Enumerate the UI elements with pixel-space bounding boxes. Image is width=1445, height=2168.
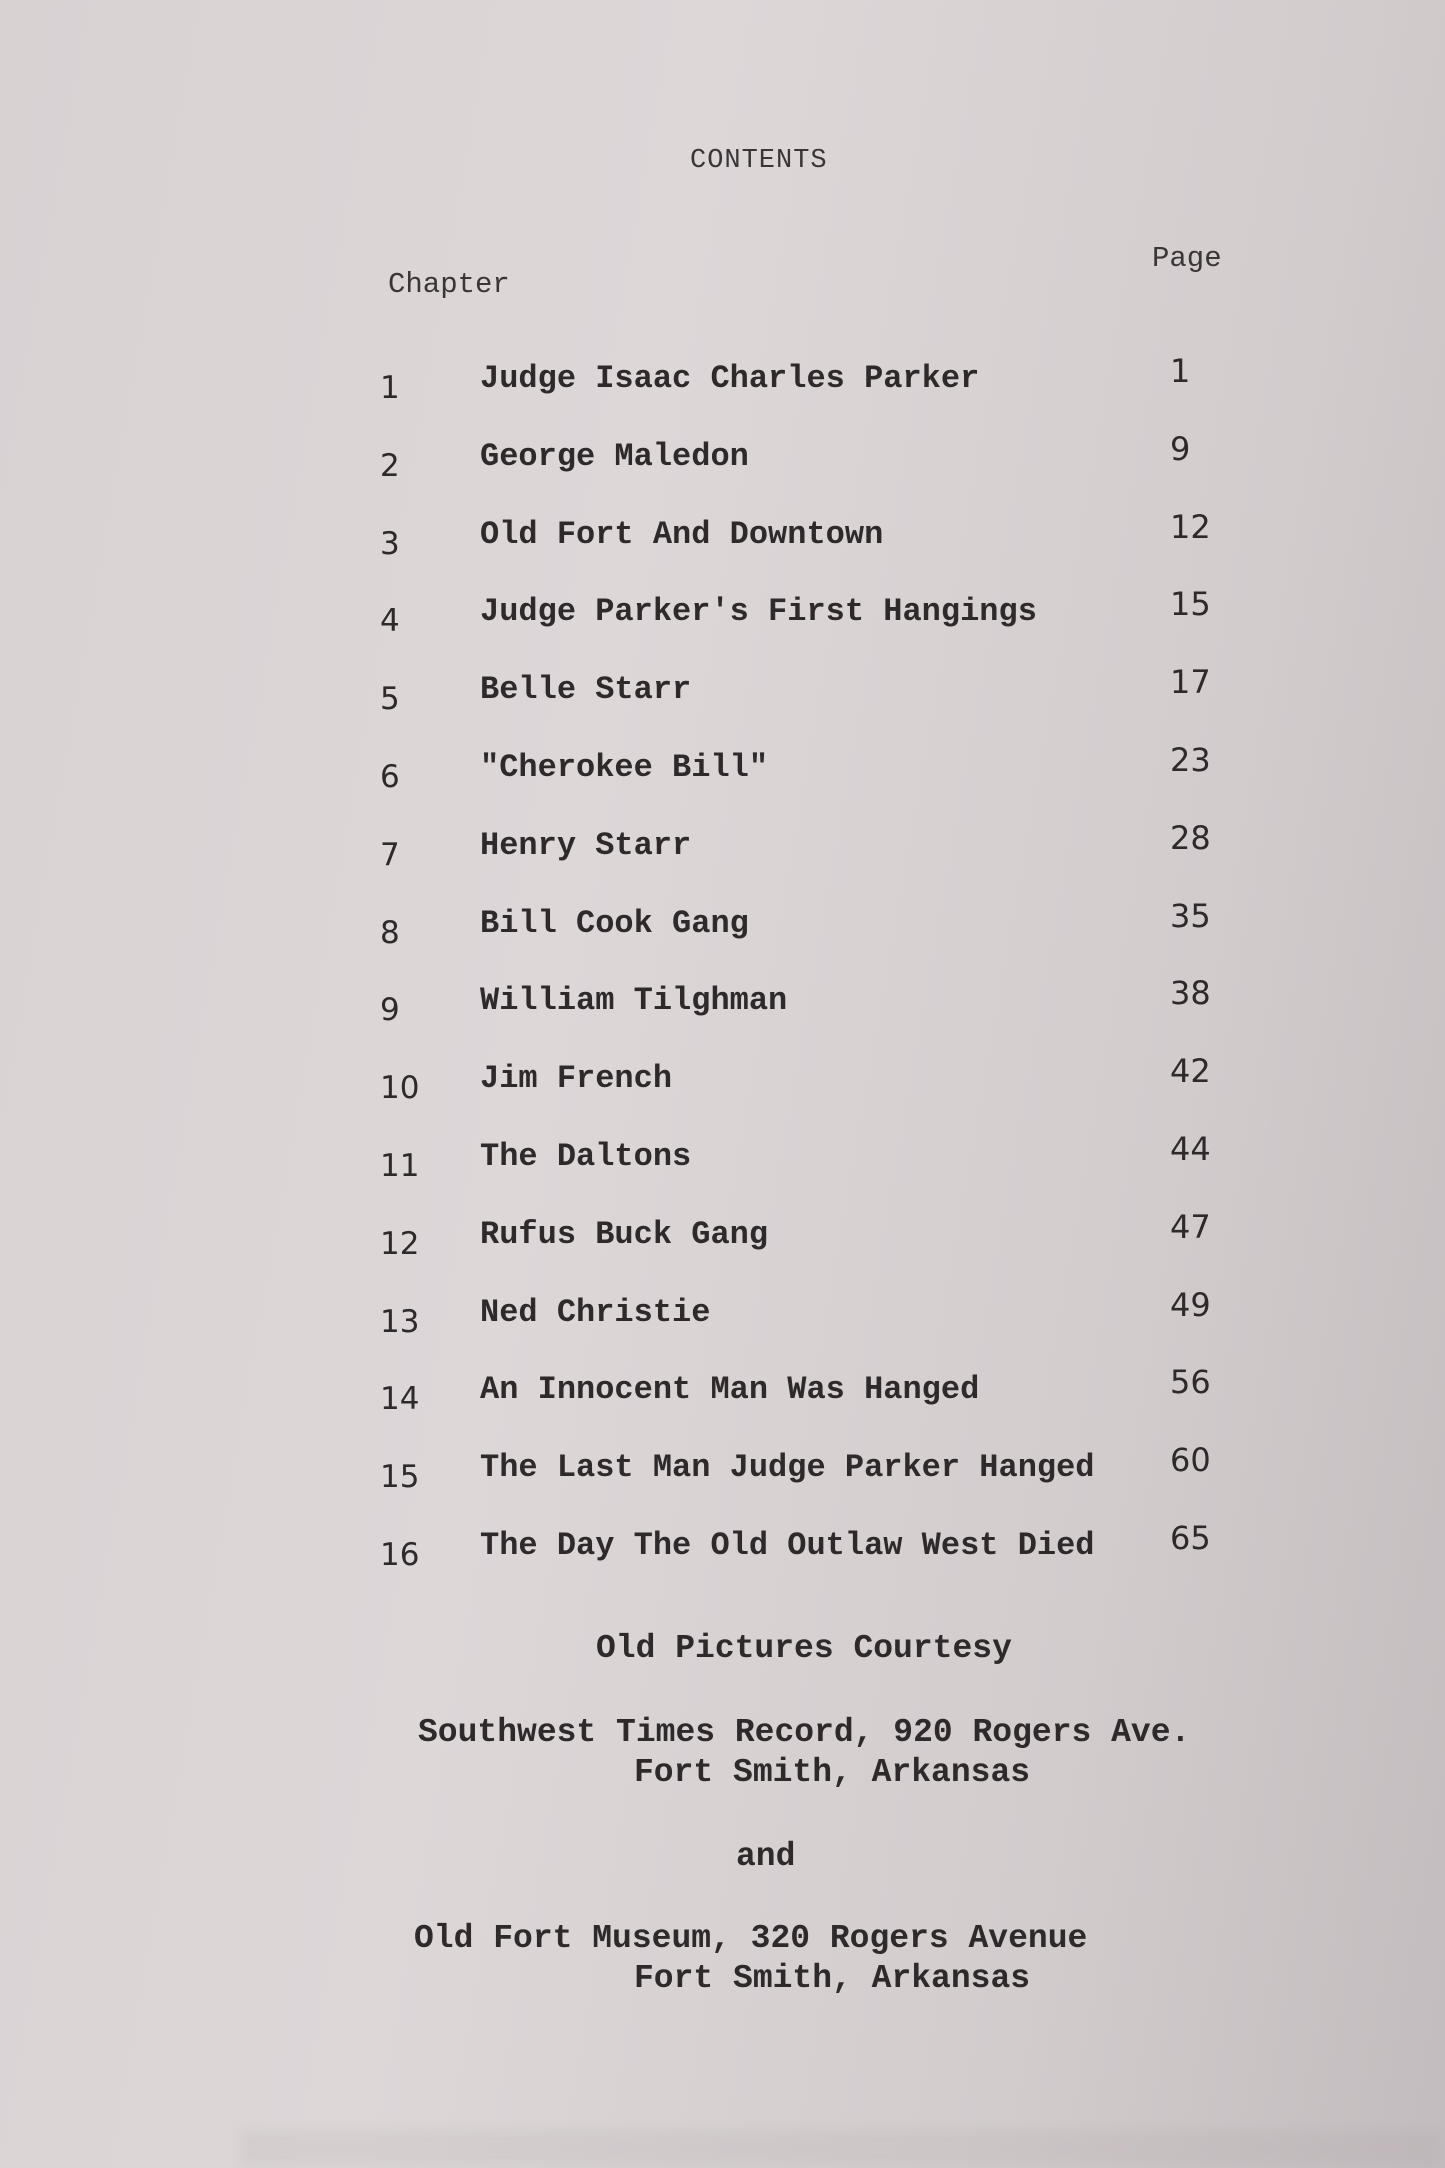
- chapter-number: 1: [380, 370, 400, 406]
- chapter-number: 14: [380, 1381, 420, 1418]
- chapter-page: 17: [1170, 663, 1211, 702]
- chapter-title: Judge Isaac Charles Parker: [480, 360, 980, 397]
- toc-row: [380, 741, 1260, 819]
- chapter-number: 3: [380, 525, 400, 562]
- chapter-number: 2: [380, 447, 400, 484]
- credit-source-1-line-1: Southwest Times Record, 920 Rogers Ave.: [418, 1714, 1191, 1751]
- chapter-title: Ned Christie: [480, 1293, 711, 1331]
- toc-row: [380, 1286, 1260, 1364]
- toc-row: [380, 1130, 1260, 1208]
- chapter-title: Judge Parker's First Hangings: [480, 593, 1037, 631]
- chapter-title: Henry Starr: [480, 826, 692, 864]
- chapter-title: Rufus Buck Gang: [480, 1215, 769, 1253]
- chapter-number: 12: [380, 1225, 420, 1262]
- chapter-title: Old Fort And Downtown: [480, 515, 884, 553]
- chapter-title: "Cherokee Bill": [480, 748, 769, 786]
- toc-row: [380, 430, 1260, 508]
- chapter-title: An Innocent Man Was Hanged: [480, 1371, 980, 1409]
- chapter-number: 5: [380, 681, 400, 718]
- chapter-page: 1: [1170, 352, 1191, 390]
- chapter-page: 23: [1170, 740, 1211, 779]
- chapter-number: 4: [380, 603, 400, 640]
- chapter-page: 44: [1170, 1129, 1211, 1168]
- chapter-page: 9: [1170, 429, 1191, 468]
- chapter-page: 47: [1170, 1207, 1211, 1246]
- chapter-page: 65: [1170, 1518, 1211, 1557]
- toc-row: [380, 819, 1260, 897]
- toc-row: [380, 1052, 1260, 1130]
- chapter-number: 8: [380, 914, 400, 951]
- chapter-page: 35: [1170, 896, 1211, 935]
- chapter-number: 11: [380, 1147, 420, 1184]
- chapter-page: 42: [1170, 1052, 1211, 1091]
- page-title: CONTENTS: [690, 146, 828, 176]
- toc-row: [380, 974, 1260, 1052]
- toc-row: [380, 663, 1260, 741]
- chapter-number: 15: [380, 1459, 420, 1496]
- chapter-number: 9: [380, 992, 400, 1029]
- chapter-page: 15: [1170, 585, 1211, 624]
- chapter-title: Jim French: [480, 1060, 673, 1098]
- toc-row: [380, 585, 1260, 663]
- chapter-number: 7: [380, 836, 400, 873]
- chapter-number: 10: [380, 1070, 420, 1107]
- credit-source-2-line-1: Old Fort Museum, 320 Rogers Avenue: [414, 1920, 1088, 1957]
- chapter-title: George Maledon: [480, 437, 749, 475]
- chapter-title: The Day The Old Outlaw West Died: [480, 1526, 1095, 1564]
- chapter-number: 6: [380, 758, 400, 795]
- chapter-number: 13: [380, 1303, 420, 1340]
- chapter-page: 60: [1170, 1441, 1211, 1480]
- page-bottom-shadow: [240, 2130, 1440, 2166]
- chapter-title: William Tilghman: [480, 982, 788, 1020]
- credit-source-1-line-2: Fort Smith, Arkansas: [634, 1754, 1031, 1791]
- chapter-page: 56: [1170, 1363, 1211, 1402]
- chapter-title: Bill Cook Gang: [480, 904, 749, 942]
- toc-row: [380, 1519, 1260, 1597]
- toc-row: [380, 352, 1260, 430]
- toc-row: [380, 508, 1260, 586]
- chapter-column-header: Chapter: [388, 268, 510, 301]
- page-column-header: Page: [1152, 242, 1222, 275]
- chapter-title: Belle Starr: [480, 671, 692, 709]
- toc-row: [380, 1208, 1260, 1286]
- chapter-title: The Last Man Judge Parker Hanged: [480, 1449, 1095, 1487]
- chapter-page: 28: [1170, 818, 1211, 857]
- credits-heading: Old Pictures Courtesy: [596, 1630, 1012, 1667]
- chapter-page: 49: [1170, 1285, 1211, 1324]
- toc-row: [380, 1363, 1260, 1441]
- chapter-page: 38: [1170, 974, 1211, 1013]
- chapter-title: The Daltons: [480, 1137, 692, 1175]
- toc-row: [380, 1441, 1260, 1519]
- chapter-page: 12: [1170, 507, 1211, 546]
- chapter-number: 16: [380, 1536, 420, 1573]
- toc-row: [380, 897, 1260, 975]
- table-of-contents: [380, 352, 1260, 1597]
- credit-source-2-line-2: Fort Smith, Arkansas: [634, 1960, 1031, 1997]
- credits-and: and: [736, 1838, 796, 1875]
